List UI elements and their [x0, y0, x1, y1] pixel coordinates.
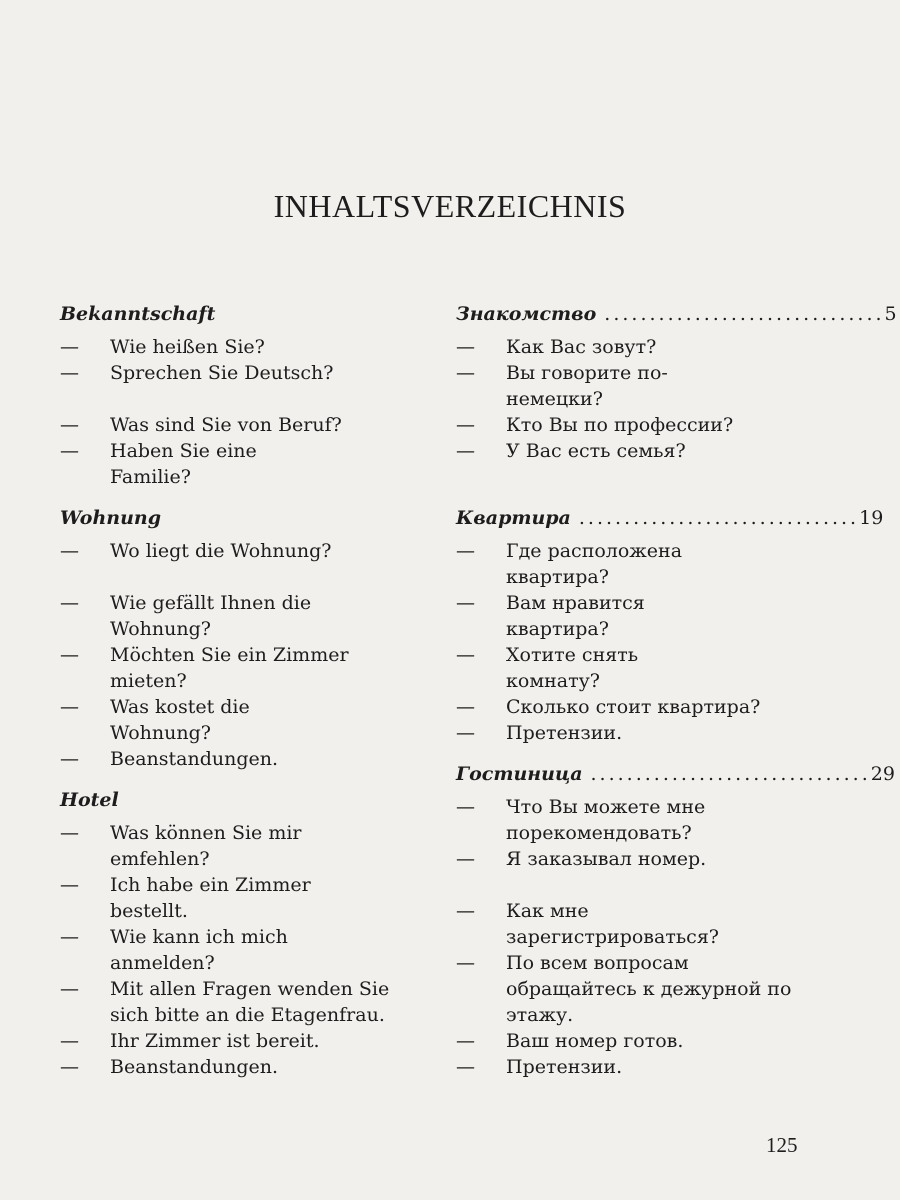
section-heading: Знакомство ............................... 5: [456, 300, 806, 328]
list-item: — Претензии.: [456, 1056, 623, 1078]
list-item: — Как мне зарегистрироваться?: [456, 900, 719, 948]
list-item: — Was kostet die Wohnung?: [60, 696, 250, 744]
section-gostinitsa-ru: [456, 760, 895, 1080]
list-item: — Sprechen Sie Deutsch?: [60, 362, 334, 384]
section-heading: Квартира ............................... 19: [456, 504, 806, 532]
list-item: — Что Вы можете мне порекомендовать?: [456, 796, 706, 844]
list-item: — Вы говорите по-немецки?: [456, 362, 668, 410]
section-page: 19: [859, 507, 884, 529]
list-item: — Претензии.: [456, 722, 623, 744]
german-column: [60, 300, 420, 1080]
section-heading: Bekanntschaft: [60, 303, 216, 325]
list-item: — Сколько стоит квартира?: [456, 696, 761, 718]
section-wohnung-de: [60, 504, 420, 772]
list-item: — Wie kann ich mich anmelden?: [60, 926, 288, 974]
section-page: 5: [884, 303, 897, 325]
list-item: — Beanstandungen.: [60, 748, 279, 770]
leader-dots: ...............................: [578, 507, 860, 529]
list-item: — Haben Sie eine Familie?: [60, 440, 257, 488]
section-heading: Hotel: [60, 789, 119, 811]
section-heading: Гостиница ............................... 29: [456, 760, 806, 788]
section-heading: Wohnung: [60, 507, 162, 529]
section-znakomstvo-ru: [456, 300, 897, 464]
list-item: — Вам нравится квартира?: [456, 592, 645, 640]
list-item: — Wie gefällt Ihnen die Wohnung?: [60, 592, 312, 640]
list-item: — Хотите снять комнату?: [456, 644, 639, 692]
section-kvartira-ru: [456, 504, 884, 746]
list-item: — Was sind Sie von Beruf?: [60, 414, 342, 436]
list-item: — Где расположена квартира?: [456, 540, 683, 588]
list-item: — Я заказывал номер.: [456, 848, 707, 870]
list-item: — Ваш номер готов.: [456, 1030, 684, 1052]
list-item: — Кто Вы по профессии?: [456, 414, 734, 436]
section-page: 29: [870, 763, 895, 785]
list-item: — У Вас есть семья?: [456, 440, 686, 462]
list-item: — Ich habe ein Zimmer bestellt.: [60, 874, 311, 922]
list-item: — Mit allen Fragen wenden Sie sich bitte an die Etagenfrau.: [60, 978, 390, 1026]
section-bekanntschaft-de: [60, 300, 420, 490]
list-item: — Möchten Sie ein Zimmer mieten?: [60, 644, 349, 692]
list-item: — Как Вас зовут?: [456, 336, 657, 358]
list-item: — Ihr Zimmer ist bereit.: [60, 1030, 320, 1052]
list-item: — Was können Sie mir emfehlen?: [60, 822, 302, 870]
list-item: — Wo liegt die Wohnung?: [60, 540, 332, 562]
leader-dots: ...............................: [590, 763, 871, 785]
page-title: INHALTSVERZEICHNIS: [273, 188, 627, 224]
page-number: 125: [766, 1133, 798, 1157]
section-hotel-de: [60, 786, 420, 1080]
list-item: — Beanstandungen.: [60, 1056, 279, 1078]
list-item: — Wie heißen Sie?: [60, 336, 265, 358]
russian-column: [456, 300, 897, 1080]
leader-dots: ...............................: [604, 303, 885, 325]
list-item: — По всем вопросам обращайтесь к дежурной по этажу.: [456, 952, 792, 1026]
